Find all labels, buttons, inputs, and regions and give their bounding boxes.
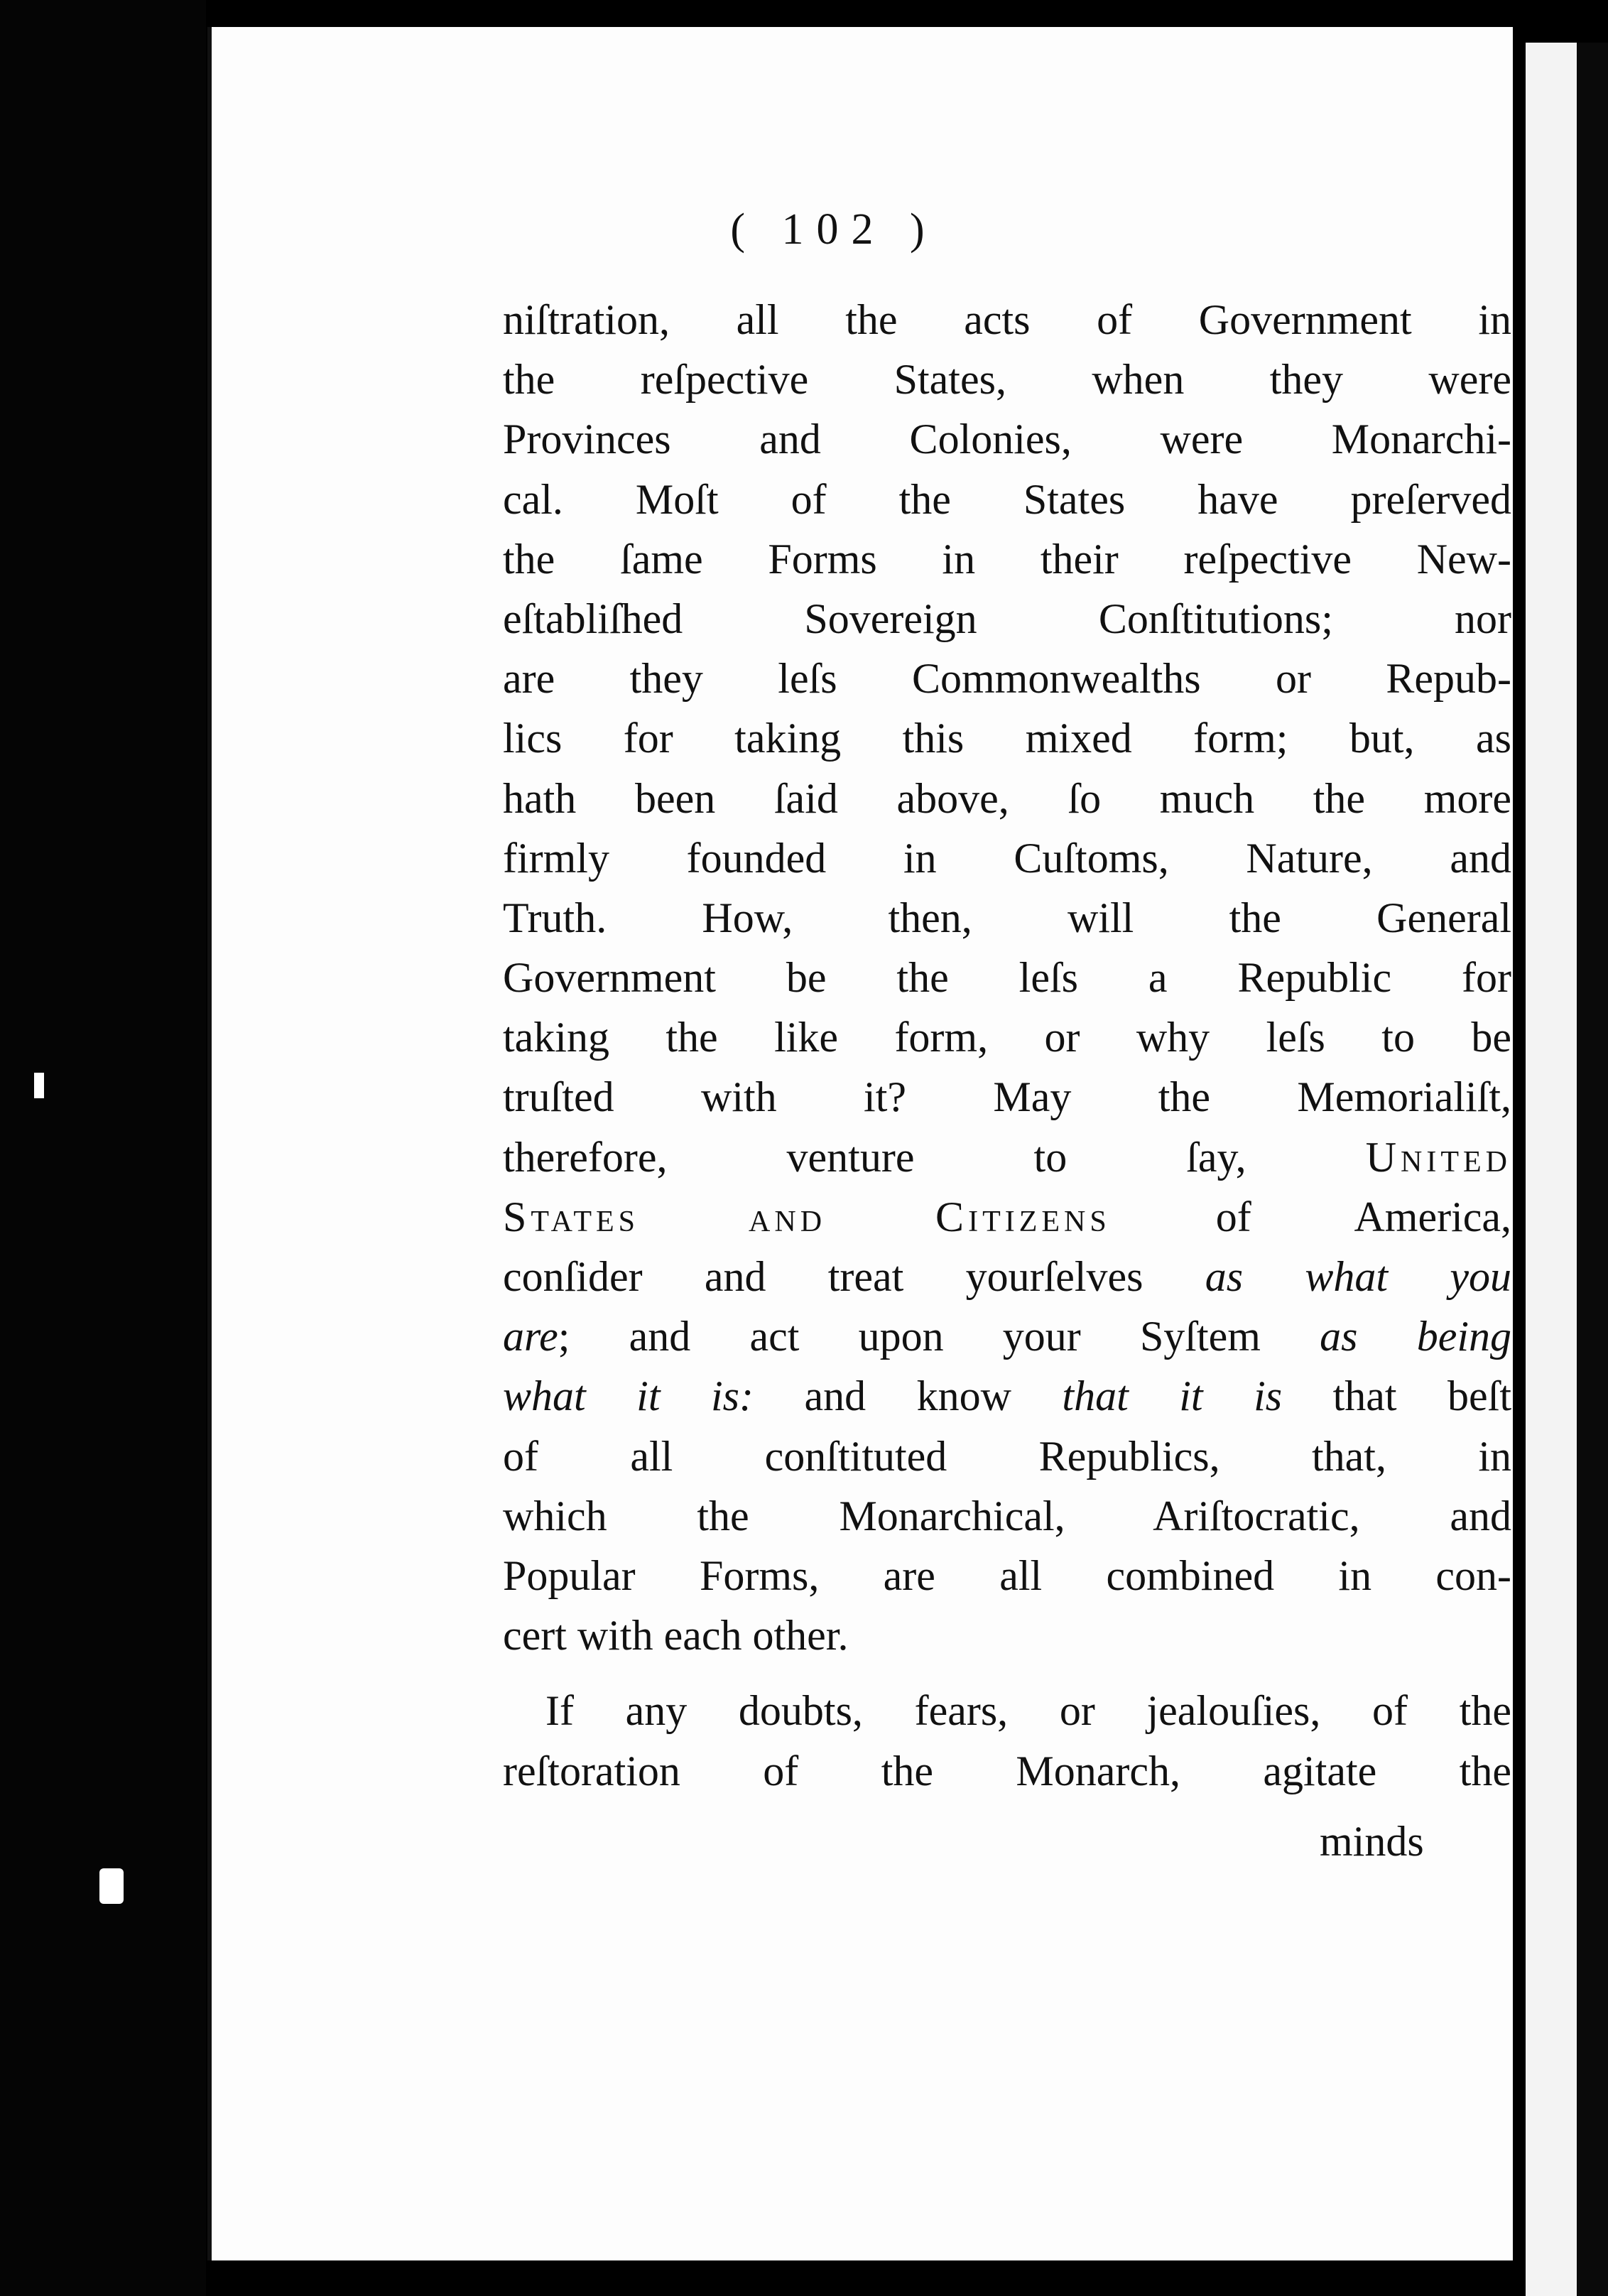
text-run: that beſt (1332, 1372, 1512, 1420)
small-caps-run: States and Citizens (503, 1193, 1111, 1240)
italic-run: that it is (1062, 1372, 1283, 1420)
text-line: niſtration, all the acts of Government in (503, 296, 1511, 343)
text-run: ; and act upon your Syſtem (558, 1313, 1261, 1360)
text-run: of America, (1215, 1193, 1511, 1240)
text-line: Provinces and Colonies, were Monarchi- (503, 416, 1511, 463)
italic-run: as being (1320, 1313, 1511, 1360)
text-line: Truth. How, then, will the General (503, 894, 1511, 941)
body-text (503, 290, 1511, 1801)
text-line: Government be the leſs a Republic for (503, 954, 1511, 1002)
text-run: and know (804, 1372, 1011, 1420)
text-line: the reſpective States, when they were (503, 356, 1511, 404)
text-run: therefore, venture to ſay, (503, 1133, 1246, 1181)
italic-run: what it is: (503, 1372, 754, 1420)
text-line-16 (503, 1187, 1511, 1247)
catchword: minds (1320, 1818, 1424, 1865)
text-line: truſted with it? May the Memorialiſt, (503, 1073, 1511, 1121)
text-line: of all conſtituted Republics, that, in (503, 1432, 1511, 1480)
text-line-17 (503, 1247, 1511, 1306)
text-line: are they leſs Commonwealths or Repub- (503, 655, 1511, 703)
text-line: firmly founded in Cuſtoms, Nature, and (503, 834, 1511, 882)
text-line-18 (503, 1306, 1511, 1366)
text-line: Popular Forms, are all combined in con- (503, 1552, 1511, 1599)
italic-run: as what you (1205, 1253, 1511, 1300)
text-line: cal. Moſt of the States have preſerved (503, 475, 1511, 523)
facing-page-edge (1526, 43, 1608, 2296)
text-line: cert with each other. (503, 1612, 849, 1659)
book-page (207, 27, 1513, 2260)
text-line: which the Monarchical, Ariſtocratic, and (503, 1492, 1511, 1539)
book-spine-shadow (0, 0, 206, 2296)
page-number: ( 102 ) (730, 205, 938, 254)
paragraph-start-line: If any doubts, fears, or jealouſies, of the (545, 1687, 1511, 1735)
scan-speck (99, 1868, 124, 1904)
text-line: reſtoration of the Monarch, agitate the (503, 1747, 1511, 1794)
text-line-19 (503, 1366, 1511, 1426)
text-line: hath been ſaid above, ſo much the more (503, 774, 1511, 822)
text-run: conſider and treat yourſelves (503, 1253, 1143, 1300)
text-line: taking the like form, or why leſs to be (503, 1014, 1511, 1061)
text-line-15 (503, 1127, 1511, 1187)
scan-speck (34, 1073, 44, 1098)
text-line: lics for taking this mixed form; but, as (503, 715, 1511, 762)
small-caps-run: United (1365, 1133, 1512, 1181)
text-line: eſtabliſhed Sovereign Conſtitutions; nor (503, 595, 1511, 642)
facing-page-strip (1526, 43, 1577, 2296)
italic-run: are (503, 1313, 558, 1360)
text-line: the ſame Forms in their reſpective New- (503, 535, 1511, 583)
